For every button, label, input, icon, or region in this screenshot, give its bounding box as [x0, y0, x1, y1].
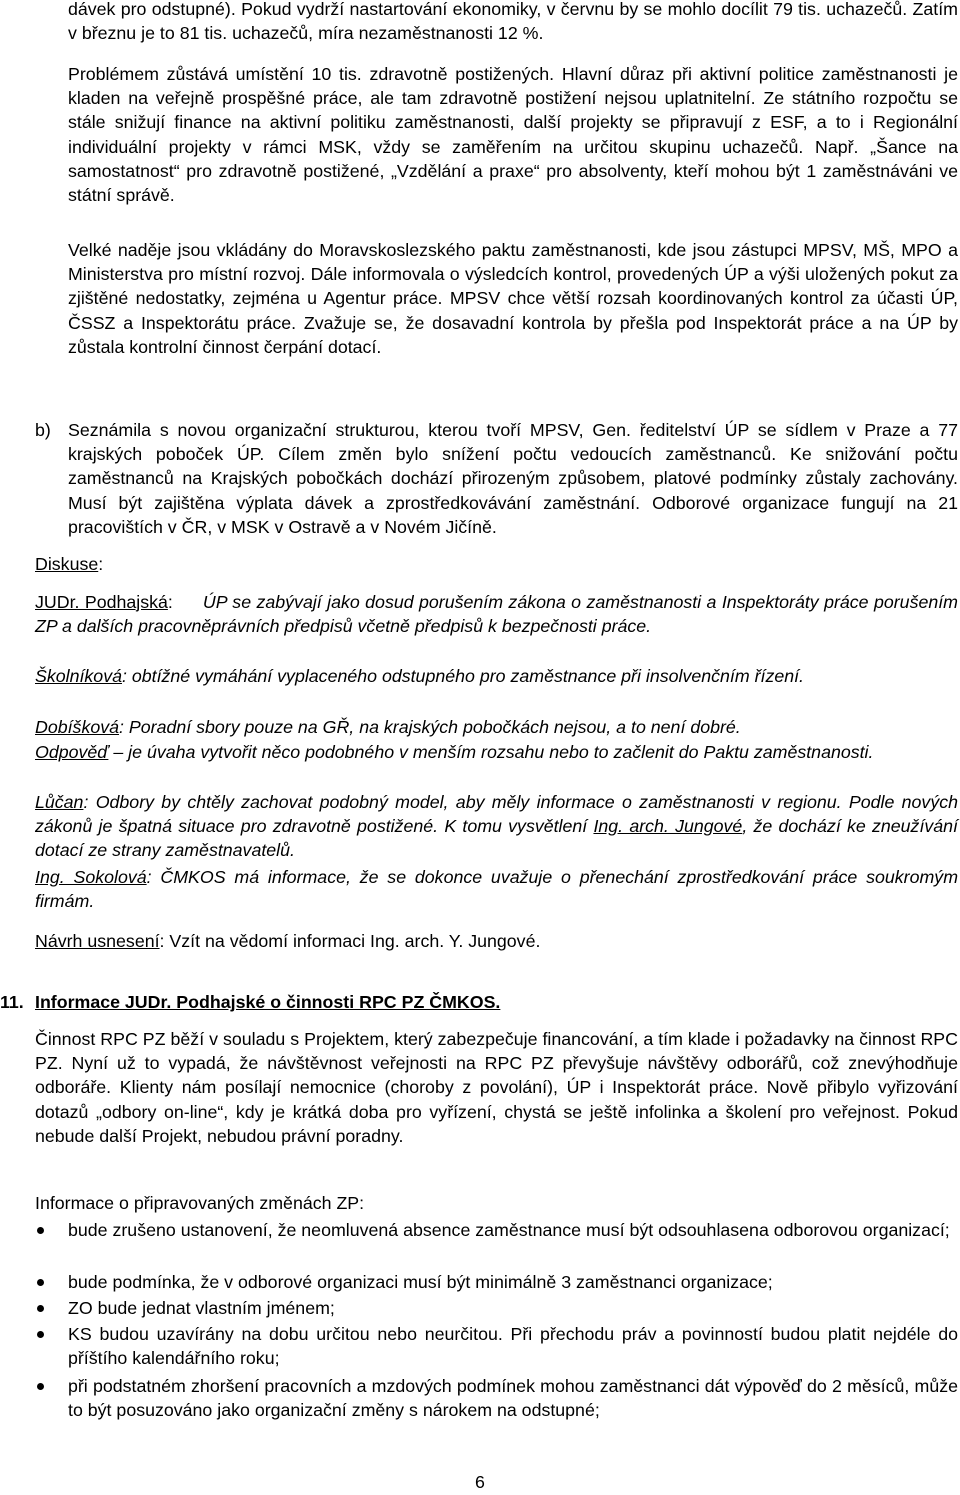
- bullet-icon: [37, 1305, 44, 1312]
- discussion-text: : Odbory by chtěly zachovat podobný model, aby měly informace o zaměstnanosti v regionu. Podle nových zákonů je špatná situace pro zdravotně postižené. K tomu vysvětlení: [35, 792, 958, 837]
- speaker-name: JUDr. Podhajská: [35, 592, 168, 612]
- paragraph-unemployment-forecast: dávek pro odstupné). Pokud vydrží nastartování ekonomiky, v červnu by se mohlo docílit 79 tis. uchazečů. Zatím v březnu je to 81 tis. uchazečů, míra nezaměstnanosti 12 %.: [68, 0, 958, 44]
- discussion-heading: [35, 552, 958, 576]
- resolution-proposal: [35, 929, 958, 953]
- discussion-colon: :: [98, 554, 104, 574]
- discussion-text: : Poradní sbory pouze na GŘ, na krajských pobočkách nejsou, a to není dobré.: [119, 717, 741, 737]
- list-letter-b: b): [35, 420, 51, 440]
- list-item-text: bude podmínka, že v odborové organizaci musí být minimálně 3 zaměstnanci organizace;: [68, 1272, 773, 1292]
- discussion-entry-dobiskova: [35, 715, 958, 739]
- discussion-text: : ČMKOS má informace, že se dokonce uvažuje o přenechání zprostředkování práce soukromým firmám.: [35, 867, 959, 912]
- discussion-entry-skolnikova: [35, 664, 958, 688]
- resolution-label: Návrh usnesení: [35, 931, 160, 951]
- list-item-text: ZO bude jednat vlastním jménem;: [68, 1298, 335, 1318]
- paragraph-rpc-activity: Činnost RPC PZ běží v souladu s Projektem, který zabezpečuje financování, a tím klade i požadavky na činnost RPC PZ. Nyní už to vypadá, že návštěvnost veřejnosti na RPC PZ převyšuje návštěvy odborářů, což znevýhodňuje odboráře. Klienty nám posílají nemocnice (choroby z povolání), ÚP i Inspektorát práce. Nově přibylo vyřizování dotazů „odbory on-line“, kdy je krátká doba pro vyřízení, chystá se ještě infolinka a školení pro veřejnost. Pokud nebude další Projekt, nebudou právní poradny.: [35, 1029, 958, 1146]
- discussion-text: – je úvaha vytvořit něco podobného v menším rozsahu nebo to začlenit do Paktu zaměstnanosti.: [108, 742, 874, 762]
- discussion-entry-lucan: [35, 790, 958, 863]
- section-title-text: Informace JUDr. Podhajské o činnosti RPC PZ ČMKOS.: [35, 992, 501, 1012]
- list-item-text: KS budou uzavírány na dobu určitou nebo neurčitou. Při přechodu práv a povinností budou platit nejdéle do příštího kalendářního roku;: [68, 1324, 958, 1369]
- page-number: 6: [475, 1472, 485, 1492]
- list-heading: Informace o připravovaných změnách ZP:: [35, 1193, 365, 1213]
- speaker-name: Dobíšková: [35, 717, 120, 737]
- section-number: 11.: [0, 992, 24, 1012]
- discussion-text: ÚP se zabývají jako dosud porušením zákona o zaměstnanosti a Inspektoráty práce porušením ZP a dalších pracovněprávních předpisů včetně předpisů k bezpečnosti práce.: [35, 592, 958, 637]
- discussion-label: Diskuse: [35, 554, 99, 574]
- bullet-icon: [37, 1331, 44, 1338]
- bullet-icon: [37, 1279, 44, 1286]
- bullet-icon: [37, 1383, 44, 1390]
- resolution-text: : Vzít na vědomí informaci Ing. arch. Y. Jungové.: [159, 931, 541, 951]
- speaker-separator: :: [167, 592, 173, 612]
- speaker-name: Školníková: [35, 666, 122, 686]
- speaker-name: Ing. arch. Jungové: [593, 816, 743, 837]
- discussion-text: , že dochází ke zneužívání dotací ze strany zaměstnavatelů.: [35, 816, 959, 861]
- section-title: [35, 990, 958, 1014]
- paragraph-disabled-placement: Problémem zůstává umístění 10 tis. zdravotně postižených. Hlavní důraz při aktivní politice zaměstnanosti je kladen na veřejně prospěšné práce, ale tam zdravotně postižení nejsou uplatnitelní. Ze státního rozpočtu se stále snižují finance na aktivní politiku zaměstnanosti, další projekty se připravují z ESF, a to i Regionální individuální projekty v rámci MSK, vždy se zaměřením na určitou skupinu uchazečů. Např. „Šance na samostatnost“ pro zdravotně postižené, „Vzdělání a praxe“ pro absolventy, kteří mohou být 1 zaměstnáváni ve státní správě.: [68, 64, 958, 206]
- discussion-text: : obtížné vymáhání vyplaceného odstupného pro zaměstnance při insolvenčním řízení.: [121, 666, 804, 686]
- speaker-name: Ing. Sokolová: [35, 867, 147, 887]
- paragraph-employment-pact: Velké naděje jsou vkládány do Moravskoslezského paktu zaměstnanosti, kde jsou zástupci MPSV, MŠ, MPO a Ministerstva pro místní rozvoj. Dále informovala o výsledcích kontrol, provedených ÚP a výši uložených pokut za zjištěné nedostatky, zejména u Agentur práce. MPSV chce větší rozsah koordinovaných kontrol za účasti ÚP, ČSSZ a Inspektorátu práce. Zvažuje se, že dosavadní kontrola by přešla pod Inspektorát práce a na ÚP by zůstala kontrolní činnost čerpání dotací.: [68, 240, 958, 357]
- speaker-name: Odpověď: [35, 742, 109, 762]
- list-item-text: při podstatném zhoršení pracovních a mzdových podmínek mohou zaměstnanci dát výpověď do 2 měsíců, může to být posuzováno jako organizační změny s nárokem na odstupné;: [68, 1376, 958, 1421]
- discussion-entry-answer: [35, 740, 958, 764]
- speaker-name: Lůčan: [35, 792, 84, 812]
- list-item-text: bude zrušeno ustanovení, že neomluvená absence zaměstnance musí být odsouhlasena odborovou organizací;: [68, 1220, 950, 1240]
- bullet-icon: [37, 1227, 44, 1234]
- discussion-entry-podhajska: [35, 590, 958, 638]
- discussion-entry-sokolova: [35, 865, 958, 913]
- paragraph-org-structure: Seznámila s novou organizační strukturou, kterou tvoří MPSV, Gen. ředitelství ÚP se sídlem v Praze a 77 krajských poboček ÚP. Cílem změn bylo snížení počtu vedoucích zaměstnanců. Ke snižování počtu zaměstnanců na Krajských pobočkách dochází přirozeným způsobem, platové podmínky zůstaly zachovány. Musí být zajištěna výplata dávek a zprostředkovávání zaměstnání. Odborové organizace fungují na 21 pracovištích v ČR, v MSK v Ostravě a v Novém Jičíně.: [68, 420, 958, 537]
